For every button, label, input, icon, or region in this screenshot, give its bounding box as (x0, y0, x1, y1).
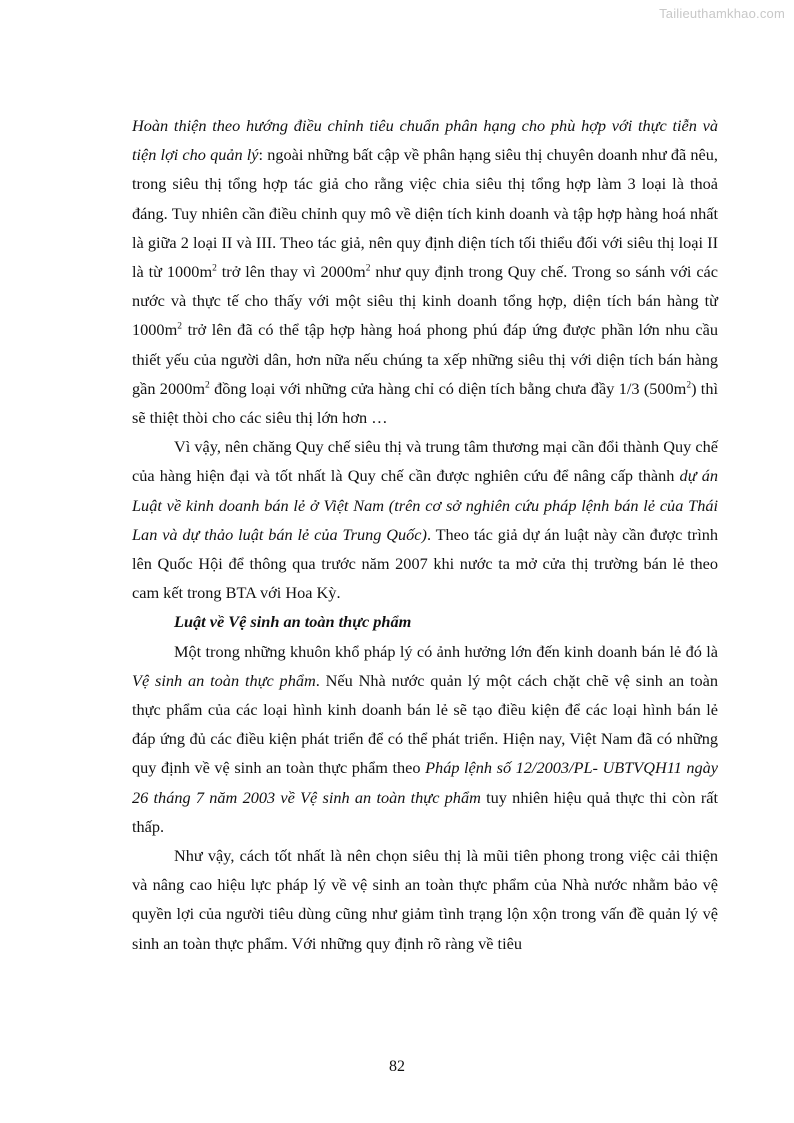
italic-lead-phrase: Hoàn thiện theo hướng điều chỉnh tiêu chuẩn phân hạng cho phù hợp với thực tiễn và tiện lợi cho quản lý (132, 116, 718, 165)
italic-law-project: dự án Luật về kinh doanh bán lẻ ở Việt Nam (trên cơ sở nghiên cứu pháp lệnh bán lẻ của Thái Lan và dự thảo luật bán lẻ của Trung Quốc) (132, 466, 719, 544)
paragraph-retail-law-proposal: Vì vậy, nên chăng Quy chế siêu thị và trung tâm thương mại cần đổi thành Quy chế của hàng hiện đại và tốt nhất là Quy chế cần được nghiên cứu để nâng cấp thành dự án Luật về kinh doanh bán lẻ ở Việt Nam (trên cơ sở nghiên cứu pháp lệnh bán lẻ của Thái Lan và dự thảo luật bán lẻ của Trung Quốc). Theo tác giả dự án luật này cần được trình lên Quốc Hội để thông qua trước năm 2007 khi nước ta mở cửa thị trường bán lẻ theo cam kết trong BTA với Hoa Kỳ. (132, 437, 719, 603)
italic-ordinance-reference: Pháp lệnh số 12/2003/PL- UBTVQH11 ngày 26 tháng 7 năm 2003 về Vệ sinh an toàn thực phẩm (132, 758, 719, 807)
paragraph-food-safety: Một trong những khuôn khổ pháp lý có ảnh hưởng lớn đến kinh doanh bán lẻ đó là Vệ sinh an toàn thực phẩm. Nếu Nhà nước quản lý một cách chặt chẽ vệ sinh an toàn thực phẩm của các loại hình kinh doanh bán lẻ sẽ tạo điều kiện để các loại hình bán lẻ đáp ứng đủ các điều kiện phát triển để có thể phát triển. Hiện nay, Việt Nam đã có những quy định về vệ sinh an toàn thực phẩm theo Pháp lệnh số 12/2003/PL- UBTVQH11 ngày 26 tháng 7 năm 2003 về Vệ sinh an toàn thực phẩm tuy nhiên hiệu quả thực thi còn rất thấp. (132, 641, 719, 836)
paragraph-supermarket-pioneer: Như vậy, cách tốt nhất là nên chọn siêu thị là mũi tiên phong trong việc cải thiện và nâng cao hiệu lực pháp lý về vệ sinh an toàn thực phẩm của Nhà nước nhằm bảo vệ quyền lợi của người tiêu dùng cũng như giảm tình trạng lộn xộn trong vấn đề quản lý vệ sinh an toàn thực phẩm. Với những quy định rõ ràng về tiêu (132, 846, 718, 953)
section-heading: Luật về Vệ sinh an toàn thực phẩm (174, 612, 412, 632)
document-body (132, 111, 718, 958)
page-number: 82 (389, 1058, 405, 1075)
watermark-text: Tailieuthamkhao.com (659, 6, 785, 21)
paragraph-standard-classification: Hoàn thiện theo hướng điều chỉnh tiêu chuẩn phân hạng cho phù hợp với thực tiễn và tiện lợi cho quản lý: ngoài những bất cập về phân hạng siêu thị chuyên doanh như đã nêu, trong siêu thị tổng hợp tác giả cho rằng việc chia siêu thị tổng hợp làm 3 loại là thoả đáng. Tuy nhiên cần điều chỉnh quy mô về diện tích kinh doanh và tập hợp hàng hoá nhất là giữa 2 loại II và III. Theo tác giả, nên quy định diện tích tối thiểu đối với siêu thị loại II là từ $1000m^2$ trở lên thay vì $2000m^2$ như quy định trong Quy chế. Trong so sánh với các nước và thực tế cho thấy với một siêu thị kinh doanh tổng hợp, diện tích bán hàng từ $1000m^2$ trở lên đã có thể tập hợp hàng hoá phong phú đáp ứng được phần lớn nhu cầu thiết yếu của người dân, hơn nữa nếu chúng ta xếp những siêu thị với diện tích bán hàng gần $2000m^2$ đồng loại với những cửa hàng chỉ có diện tích bằng chưa đầy 1/3 $(500m^2)$ thì sẽ thiệt thòi cho các siêu thị lớn hơn … (132, 116, 719, 428)
